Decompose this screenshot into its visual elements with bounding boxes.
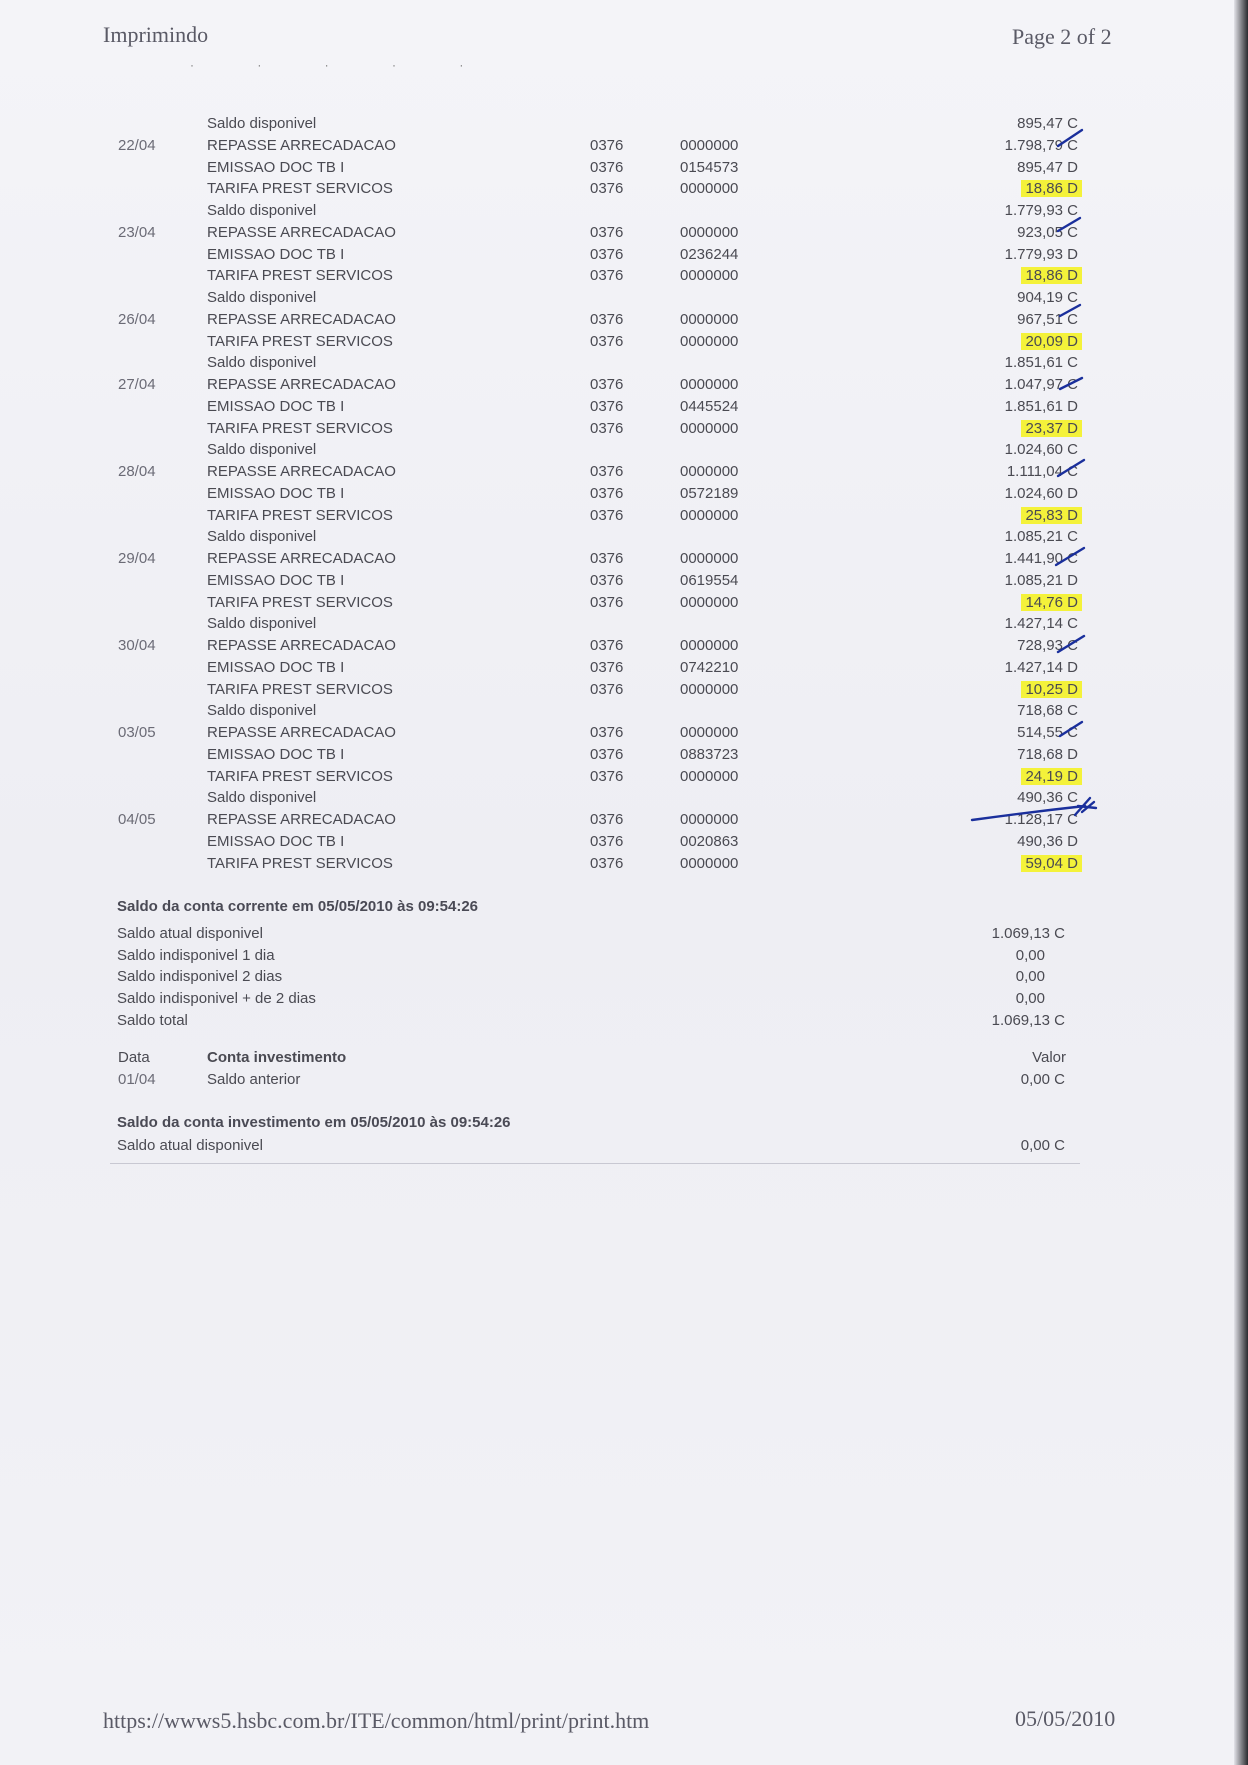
row-document: 0000000 xyxy=(680,855,739,872)
row-agency: 0376 xyxy=(590,572,624,589)
row-value: 1.851,61 C xyxy=(1004,354,1078,371)
row-date: 29/04 xyxy=(118,550,156,567)
investment-header-row xyxy=(117,1047,1077,1069)
table-row xyxy=(0,592,1248,614)
row-value xyxy=(1021,418,1078,440)
summary-label: Saldo indisponivel 2 dias xyxy=(117,968,283,985)
row-document: 0000000 xyxy=(680,681,739,698)
table-row xyxy=(0,505,1248,527)
highlighted-value: 24,19 D xyxy=(1021,768,1082,785)
table-row xyxy=(0,418,1248,440)
summary-label: Saldo indisponivel + de 2 dias xyxy=(117,990,316,1007)
row-description: Saldo disponivel xyxy=(207,289,317,306)
table-row xyxy=(0,570,1248,592)
row-date: 22/04 xyxy=(118,137,156,154)
row-document: 0000000 xyxy=(680,724,739,741)
table-row xyxy=(0,766,1248,788)
row-agency: 0376 xyxy=(590,333,624,350)
row-description: EMISSAO DOC TB I xyxy=(207,746,345,763)
scan-specks: · · · · · xyxy=(190,58,494,72)
highlighted-value: 23,37 D xyxy=(1021,420,1082,437)
table-row xyxy=(0,635,1248,657)
row-agency: 0376 xyxy=(590,659,624,676)
row-value: 490,36 C xyxy=(1017,789,1078,806)
summary-row xyxy=(117,988,1077,1010)
row-agency: 0376 xyxy=(590,420,624,437)
row-document: 0000000 xyxy=(680,637,739,654)
highlighted-value: 18,86 D xyxy=(1021,267,1082,284)
row-value: 514,55 C xyxy=(1017,724,1078,741)
print-url: https://wwws5.hsbc.com.br/ITE/common/html/print/print.htm xyxy=(103,1708,650,1733)
table-row xyxy=(0,244,1248,266)
investment-row-value: 0,00 C xyxy=(1020,1071,1065,1088)
table-row xyxy=(0,613,1248,635)
row-document: 0000000 xyxy=(680,507,739,524)
row-value: 967,51 C xyxy=(1017,311,1078,328)
table-row xyxy=(0,200,1248,222)
row-value xyxy=(1021,766,1078,788)
table-row xyxy=(0,700,1248,722)
row-agency: 0376 xyxy=(590,594,624,611)
row-agency: 0376 xyxy=(590,137,624,154)
row-document: 0000000 xyxy=(680,137,739,154)
table-row xyxy=(0,157,1248,179)
row-value: 490,36 D xyxy=(1017,833,1078,850)
row-description: TARIFA PREST SERVICOS xyxy=(207,594,393,611)
row-agency: 0376 xyxy=(590,246,624,263)
row-agency: 0376 xyxy=(590,224,624,241)
row-agency: 0376 xyxy=(590,267,624,284)
row-value: 1.851,61 D xyxy=(1004,398,1078,415)
row-agency: 0376 xyxy=(590,159,624,176)
row-document: 0619554 xyxy=(680,572,739,589)
row-value: 1.024,60 D xyxy=(1004,485,1078,502)
row-document: 0000000 xyxy=(680,311,739,328)
row-document: 0000000 xyxy=(680,594,739,611)
row-agency: 0376 xyxy=(590,855,624,872)
row-agency: 0376 xyxy=(590,811,624,828)
row-description: TARIFA PREST SERVICOS xyxy=(207,420,393,437)
row-value: 895,47 D xyxy=(1017,159,1078,176)
row-document: 0000000 xyxy=(680,768,739,785)
row-date: 28/04 xyxy=(118,463,156,480)
row-description: EMISSAO DOC TB I xyxy=(207,485,345,502)
highlighted-value: 14,76 D xyxy=(1021,594,1082,611)
summary-value: 0,00 xyxy=(1015,968,1045,985)
row-document: 0154573 xyxy=(680,159,739,176)
table-row xyxy=(0,787,1248,809)
row-description: TARIFA PREST SERVICOS xyxy=(207,855,393,872)
row-description: Saldo disponivel xyxy=(207,615,317,632)
row-description: Saldo disponivel xyxy=(207,441,317,458)
summary-value: 0,00 xyxy=(1015,990,1045,1007)
summary-label: Saldo total xyxy=(117,1012,188,1029)
row-value: 895,47 C xyxy=(1017,115,1078,132)
investment-row xyxy=(117,1069,1077,1091)
row-document: 0020863 xyxy=(680,833,739,850)
row-date: 04/05 xyxy=(118,811,156,828)
row-agency: 0376 xyxy=(590,463,624,480)
row-agency: 0376 xyxy=(590,681,624,698)
row-description: TARIFA PREST SERVICOS xyxy=(207,507,393,524)
row-value: 1.779,93 C xyxy=(1004,202,1078,219)
row-value: 1.779,93 D xyxy=(1004,246,1078,263)
row-value xyxy=(1021,505,1078,527)
row-value: 718,68 C xyxy=(1017,702,1078,719)
table-row xyxy=(0,722,1248,744)
row-agency: 0376 xyxy=(590,180,624,197)
row-value: 1.024,60 C xyxy=(1004,441,1078,458)
table-row xyxy=(0,526,1248,548)
row-agency: 0376 xyxy=(590,398,624,415)
row-document: 0000000 xyxy=(680,811,739,828)
row-agency: 0376 xyxy=(590,768,624,785)
row-document: 0000000 xyxy=(680,376,739,393)
table-row xyxy=(0,461,1248,483)
table-row xyxy=(0,222,1248,244)
row-date: 23/04 xyxy=(118,224,156,241)
row-description: REPASSE ARRECADACAO xyxy=(207,637,396,654)
row-description: EMISSAO DOC TB I xyxy=(207,246,345,263)
col-date-header: Data xyxy=(118,1049,150,1066)
investment-summary-row xyxy=(117,1135,1077,1157)
row-date: 26/04 xyxy=(118,311,156,328)
row-description: EMISSAO DOC TB I xyxy=(207,398,345,415)
row-value xyxy=(1021,679,1078,701)
row-value xyxy=(1021,853,1078,875)
summary-row xyxy=(117,966,1077,988)
row-description: REPASSE ARRECADACAO xyxy=(207,311,396,328)
row-description: REPASSE ARRECADACAO xyxy=(207,376,396,393)
row-description: EMISSAO DOC TB I xyxy=(207,159,345,176)
row-value xyxy=(1021,265,1078,287)
row-description: EMISSAO DOC TB I xyxy=(207,659,345,676)
table-row xyxy=(0,657,1248,679)
row-document: 0000000 xyxy=(680,267,739,284)
row-description: TARIFA PREST SERVICOS xyxy=(207,180,393,197)
row-agency: 0376 xyxy=(590,507,624,524)
row-date: 03/05 xyxy=(118,724,156,741)
table-row xyxy=(0,439,1248,461)
col-account-header: Conta investimento xyxy=(207,1049,347,1066)
print-header-title: Imprimindo xyxy=(103,22,209,47)
row-agency: 0376 xyxy=(590,376,624,393)
row-agency: 0376 xyxy=(590,311,624,328)
row-description: EMISSAO DOC TB I xyxy=(207,572,345,589)
row-document: 0445524 xyxy=(680,398,739,415)
summary-label: Saldo indisponivel 1 dia xyxy=(117,947,275,964)
investment-summary-title: Saldo da conta investimento em 05/05/2010 às 09:54:26 xyxy=(117,1114,511,1131)
row-document: 0000000 xyxy=(680,550,739,567)
investment-summary-label: Saldo atual disponivel xyxy=(117,1137,263,1154)
row-value: 1.111,04 C xyxy=(1006,463,1078,480)
row-document: 0000000 xyxy=(680,224,739,241)
row-document: 0883723 xyxy=(680,746,739,763)
summary-value: 0,00 xyxy=(1015,947,1045,964)
row-description: REPASSE ARRECADACAO xyxy=(207,811,396,828)
summary-label: Saldo atual disponivel xyxy=(117,925,263,942)
row-value: 923,05 C xyxy=(1017,224,1078,241)
summary-row xyxy=(117,923,1077,945)
row-value: 728,93 C xyxy=(1017,637,1078,654)
table-row xyxy=(0,831,1248,853)
row-description: Saldo disponivel xyxy=(207,702,317,719)
row-value: 1.427,14 C xyxy=(1004,615,1078,632)
row-agency: 0376 xyxy=(590,746,624,763)
table-row xyxy=(0,265,1248,287)
table-row xyxy=(0,483,1248,505)
row-description: REPASSE ARRECADACAO xyxy=(207,224,396,241)
table-row xyxy=(0,113,1248,135)
checking-summary-title: Saldo da conta corrente em 05/05/2010 às 09:54:26 xyxy=(117,898,479,915)
row-value: 1.085,21 C xyxy=(1004,528,1078,545)
print-date: 05/05/2010 xyxy=(1015,1706,1116,1731)
summary-value: 1.069,13 C xyxy=(991,925,1065,942)
row-description: TARIFA PREST SERVICOS xyxy=(207,681,393,698)
table-row xyxy=(0,135,1248,157)
row-value: 718,68 D xyxy=(1017,746,1078,763)
row-description: EMISSAO DOC TB I xyxy=(207,833,345,850)
row-value: 1.798,79 C xyxy=(1004,137,1078,154)
page-number: Page 2 of 2 xyxy=(1012,24,1112,49)
table-row xyxy=(0,548,1248,570)
row-description: Saldo disponivel xyxy=(207,202,317,219)
row-description: TARIFA PREST SERVICOS xyxy=(207,333,393,350)
row-agency: 0376 xyxy=(590,724,624,741)
row-agency: 0376 xyxy=(590,833,624,850)
row-description: REPASSE ARRECADACAO xyxy=(207,724,396,741)
row-value: 1.047,97 C xyxy=(1004,376,1078,393)
highlighted-value: 10,25 D xyxy=(1021,681,1082,698)
investment-row-label: Saldo anterior xyxy=(207,1071,301,1088)
row-document: 0572189 xyxy=(680,485,739,502)
row-document: 0000000 xyxy=(680,420,739,437)
highlighted-value: 59,04 D xyxy=(1021,855,1082,872)
divider xyxy=(110,1163,1080,1164)
row-document: 0000000 xyxy=(680,333,739,350)
row-document: 0236244 xyxy=(680,246,739,263)
row-description: REPASSE ARRECADACAO xyxy=(207,137,396,154)
row-value: 904,19 C xyxy=(1017,289,1078,306)
table-row xyxy=(0,679,1248,701)
highlighted-value: 25,83 D xyxy=(1021,507,1082,524)
summary-row xyxy=(117,1010,1077,1032)
row-description: Saldo disponivel xyxy=(207,354,317,371)
table-row xyxy=(0,287,1248,309)
row-value: 1.128,17 C xyxy=(1004,811,1078,828)
table-row xyxy=(0,853,1248,875)
table-row xyxy=(0,809,1248,831)
summary-row xyxy=(117,945,1077,967)
row-description: REPASSE ARRECADACAO xyxy=(207,463,396,480)
row-description: Saldo disponivel xyxy=(207,528,317,545)
row-description: TARIFA PREST SERVICOS xyxy=(207,267,393,284)
row-document: 0742210 xyxy=(680,659,739,676)
table-row xyxy=(0,744,1248,766)
row-description: Saldo disponivel xyxy=(207,789,317,806)
investment-row-date: 01/04 xyxy=(118,1071,156,1088)
row-document: 0000000 xyxy=(680,180,739,197)
row-value: 1.441,90 C xyxy=(1004,550,1078,567)
summary-value: 1.069,13 C xyxy=(991,1012,1065,1029)
row-date: 27/04 xyxy=(118,376,156,393)
table-row xyxy=(0,309,1248,331)
row-agency: 0376 xyxy=(590,550,624,567)
table-row xyxy=(0,396,1248,418)
row-document: 0000000 xyxy=(680,463,739,480)
row-value xyxy=(1021,178,1078,200)
highlighted-value: 20,09 D xyxy=(1021,333,1082,350)
highlighted-value: 18,86 D xyxy=(1021,180,1082,197)
row-agency: 0376 xyxy=(590,485,624,502)
row-value xyxy=(1021,331,1078,353)
table-row xyxy=(0,178,1248,200)
investment-summary-value: 0,00 C xyxy=(1020,1137,1065,1154)
table-row xyxy=(0,352,1248,374)
row-description: REPASSE ARRECADACAO xyxy=(207,550,396,567)
row-date: 30/04 xyxy=(118,637,156,654)
row-description: Saldo disponivel xyxy=(207,115,317,132)
row-value: 1.427,14 D xyxy=(1004,659,1078,676)
table-row xyxy=(0,331,1248,353)
row-agency: 0376 xyxy=(590,637,624,654)
col-value-header: Valor xyxy=(1032,1049,1066,1066)
row-value: 1.085,21 D xyxy=(1004,572,1078,589)
row-description: TARIFA PREST SERVICOS xyxy=(207,768,393,785)
row-value xyxy=(1021,592,1078,614)
table-row xyxy=(0,374,1248,396)
